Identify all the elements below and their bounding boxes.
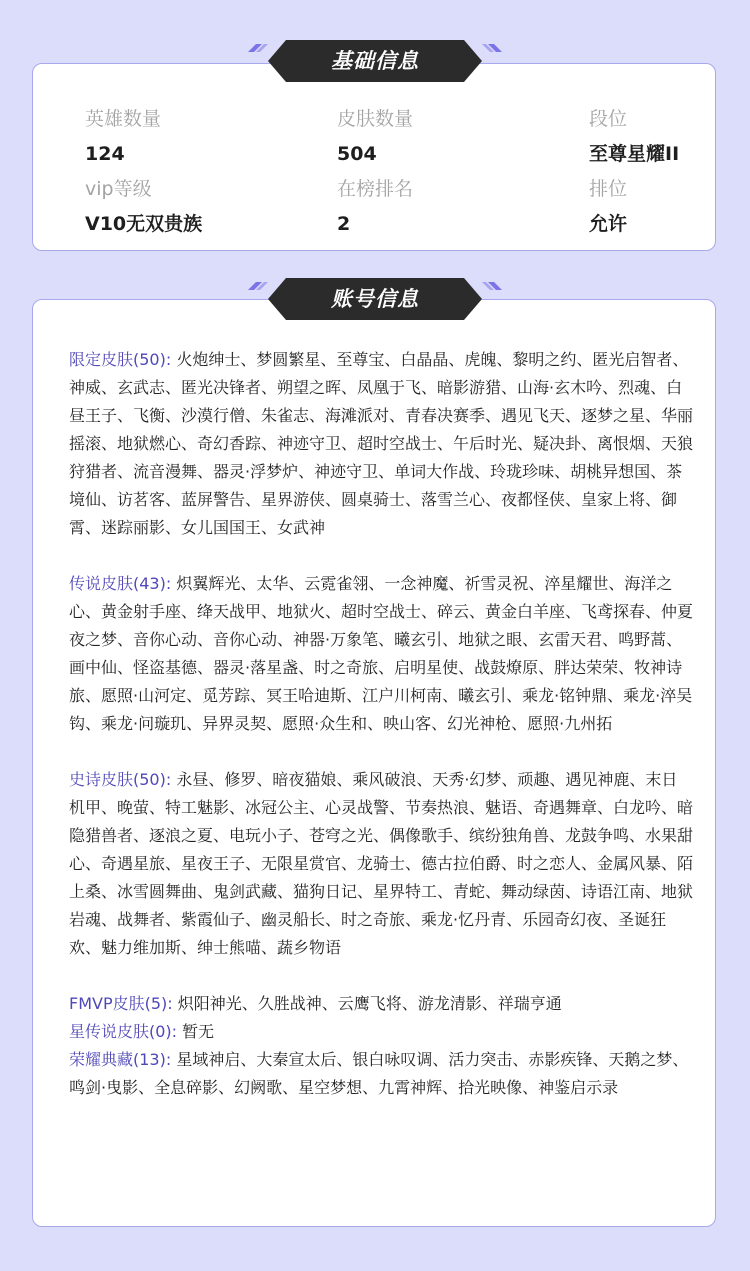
hero-count-value: 124 (85, 143, 125, 165)
vip-level-label: vip等级 (85, 178, 152, 200)
leaderboard-rank-label: 在榜排名 (337, 178, 414, 200)
account-info-card (32, 299, 716, 1227)
basic-info-card (32, 63, 716, 251)
epic-skins-label: 史诗皮肤(50): (69, 770, 172, 789)
basic-info-title: 基础信息 (331, 49, 419, 73)
account-info-banner (246, 276, 504, 322)
glory-collection-label: 荣耀典藏(13): (69, 1050, 172, 1069)
fmvp-skins-group (69, 990, 693, 1018)
legend-skins-group (69, 570, 693, 738)
epic-skins-group (69, 766, 693, 962)
ranked-permission-value: 允许 (589, 213, 628, 235)
star-legend-skins-group (69, 1018, 693, 1046)
skin-count-label: 皮肤数量 (337, 108, 414, 130)
fmvp-skins-label: FMVP皮肤(5): (69, 994, 173, 1013)
epic-skins-list: 永昼、修罗、暗夜猫娘、乘风破浪、天秀·幻梦、顽趣、遇见神鹿、末日机甲、晚萤、特工魅影、冰冠公主、心灵战警、节奏热浪、魅语、奇遇舞章、白龙吟、暗隐猎兽者、逐浪之夏、电玩小子、苍穹之光、偶像歌手、缤纷独角兽、龙鼓争鸣、水果甜心、奇遇星旅、星夜王子、无限星赏官、龙骑士、德古拉伯爵、时之恋人、金属风暴、陌上桑、冰雪圆舞曲、鬼剑武藏、猫狗日记、星界特工、青蛇、舞动绿茵、诗语江南、地狱岩魂、战舞者、紫霞仙子、幽灵船长、时之奇旅、乘龙·忆丹青、乐园奇幻夜、圣诞狂欢、魅力维加斯、绅士熊喵、蔬乡物语 (69, 770, 694, 957)
hero-count-label: 英雄数量 (85, 108, 162, 130)
star-legend-skins-label: 星传说皮肤(0): (69, 1022, 178, 1041)
limited-skins-group (69, 346, 693, 542)
legend-skins-label: 传说皮肤(43): (69, 574, 172, 593)
skin-list (69, 346, 693, 1102)
basic-info-banner (246, 38, 504, 84)
legend-skins-list: 炽翼辉光、太华、云霓雀翎、一念神魔、祈雪灵祝、淬星耀世、海洋之心、黄金射手座、绛天战甲、地狱火、超时空战士、碎云、黄金白羊座、飞鸢探春、仲夏夜之梦、音你心动、音你心动、神器·万象笔、曦玄引、地狱之眼、玄雷天君、鸣野蒿、画中仙、怪盗基德、器灵·落星盏、时之奇旅、启明星使、战鼓燎原、胖达荣荣、牧神诗旅、愿照·山河定、觅芳踪、冥王哈迪斯、江户川柯南、曦玄引、乘龙·铭钟鼎、乘龙·淬吴钩、乘龙·问璇玑、异界灵契、愿照·众生和、映山客、幻光神枪、愿照·九州拓 (69, 574, 694, 733)
limited-skins-label: 限定皮肤(50): (69, 350, 172, 369)
fmvp-skins-list: 炽阳神光、久胜战神、云鹰飞将、游龙清影、祥瑞亨通 (177, 994, 562, 1013)
glory-collection-group (69, 1046, 693, 1102)
rank-tier-value: 至尊星耀II (589, 143, 680, 165)
limited-skins-list: 火炮绅士、梦圆繁星、至尊宝、白晶晶、虎魄、黎明之约、匿光启智者、神威、玄武志、匿光决锋者、朔望之晖、凤凰于飞、暗影游猎、山海·玄木吟、烈魂、白昼王子、飞衡、沙漠行僧、朱雀志、海滩派对、青春决赛季、遇见飞天、逐梦之星、华丽摇滚、地狱燃心、奇幻香踪、神迹守卫、超时空战士、午后时光、疑决卦、离恨烟、天狼狩猎者、流音漫舞、器灵·浮梦炉、神迹守卫、单词大作战、玲珑珍味、胡桃异想国、茶境仙、访茗客、蓝屏警告、星界游侠、圆桌骑士、落雪兰心、夜都怪侠、皇家上将、御霄、迷踪丽影、女儿国国王、女武神 (69, 350, 694, 537)
ranked-permission-label: 排位 (589, 178, 628, 200)
skin-count-value: 504 (337, 143, 377, 165)
basic-info-grid (85, 102, 695, 242)
glory-collection-list: 星域神启、大秦宣太后、银白咏叹调、活力突击、赤影疾锋、天鹅之梦、鸣剑·曳影、全息碎影、幻阙歌、星空梦想、九霄神辉、拾光映像、神鉴启示录 (69, 1050, 689, 1097)
account-info-title: 账号信息 (331, 287, 419, 311)
star-legend-skins-list: 暂无 (182, 1022, 215, 1041)
leaderboard-rank-value: 2 (337, 213, 351, 235)
rank-tier-label: 段位 (589, 108, 628, 130)
vip-level-value: V10无双贵族 (85, 213, 203, 235)
